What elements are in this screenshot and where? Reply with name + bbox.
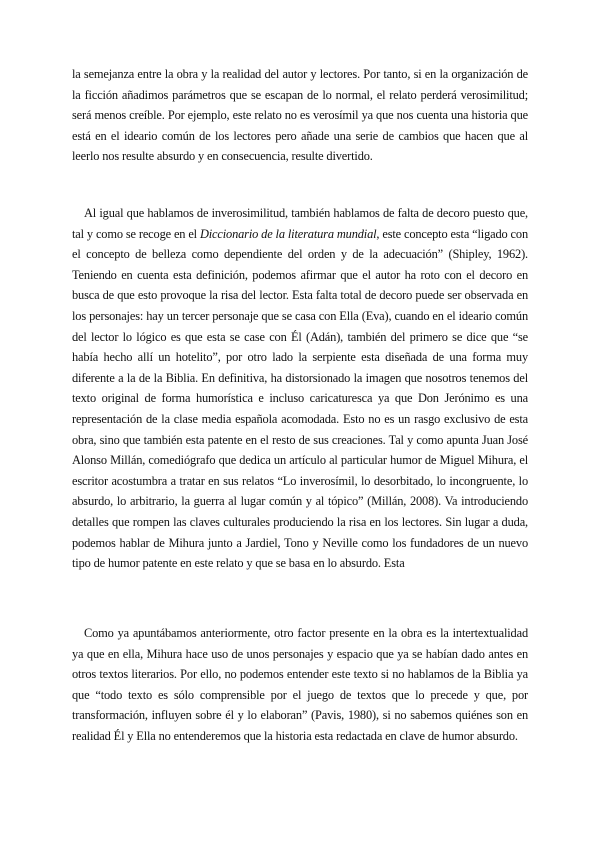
paragraph-intertextualidad	[72, 623, 528, 747]
paragraph-text-start: Al igual que hablamos de inverosimilitud, también hablamos de falta de decoro puesto que, tal y como se recoge en el	[72, 206, 528, 241]
paragraph-text: Como ya apuntábamos anteriormente, otro factor presente en la obra es la intertextualidad ya que en ella, Mihura hace uso de unos personajes y espacio que ya se habían dado antes en otros textos literarios. Por ello, no podemos entender este texto si no hablamos de la Biblia ya que “todo texto es sólo comprensible por el juego de textos que lo precede y que, por transformación, influyen sobre él y lo elaboran” (Pavis, 1980), si no sabemos quiénes son en realidad Él y Ella no entenderemos que la historia esta redactada en clave de humor absurdo.	[72, 626, 528, 743]
paragraph-decoro	[72, 203, 528, 574]
paragraph-text-end: , este concepto esta “ligado con el concepto de belleza como dependiente del orden y de la adecuación” (Shipley, 1962). Teniendo en cuenta esta definición, podemos afirmar que el autor ha roto con el decoro en busca de que esto provoque la risa del lector. Esta falta total de decoro puede ser observada en los personajes: hay un tercer personaje que se casa con Ella (Eva), cuando en el ideario común del lector lo lógico es que esta se case con Él (Adán), también del primero se dice que “se había hecho allí un hotelito”, por otro lado la serpiente esta diseñada de una forma muy diferente a la de la Biblia. En definitiva, ha distorsionado la imagen que nosotros tenemos del texto original de forma humorística e incluso caricaturesca ya que Don Jerónimo es una representación de la clase media española acomodada. Esto no es un rasgo exclusivo de esta obra, sino que también esta patente en el resto de sus creaciones. Tal y como apunta Juan José Alonso Millán, comediógrafo que dedica un artículo al particular humor de Miguel Mihura, el escritor acostumbra a tratar en sus relatos “Lo inverosímil, lo desorbitado, lo incongruente, lo absurdo, lo arbitrario, la guerra al lugar común y al tópico” (Millán, 2008). Va introduciendo detalles que rompen las claves culturales produciendo la risa en los lectores. Sin lugar a duda, podemos hablar de Mihura junto a Jardiel, Tono y Neville como los fundadores de un nuevo tipo de humor patente en este relato y que se basa en lo absurdo. Esta	[72, 226, 528, 571]
paragraph-verosimilitud	[72, 64, 528, 167]
book-title-italic: Diccionario de la literatura mundial	[199, 226, 377, 241]
paragraph-text: la semejanza entre la obra y la realidad del autor y lectores. Por tanto, si en la organización de la ficción añadimos parámetros que se escapan de lo normal, el relato perderá verosimilitud; será menos creíble. Por ejemplo, este relato no es verosímil ya que nos cuenta una historia que está en el ideario común de los lectores pero añade una serie de cambios que hacen que al leerlo nos resulte absurdo y en consecuencia, resulte divertido.	[72, 67, 528, 164]
paragraph-text	[72, 203, 528, 574]
